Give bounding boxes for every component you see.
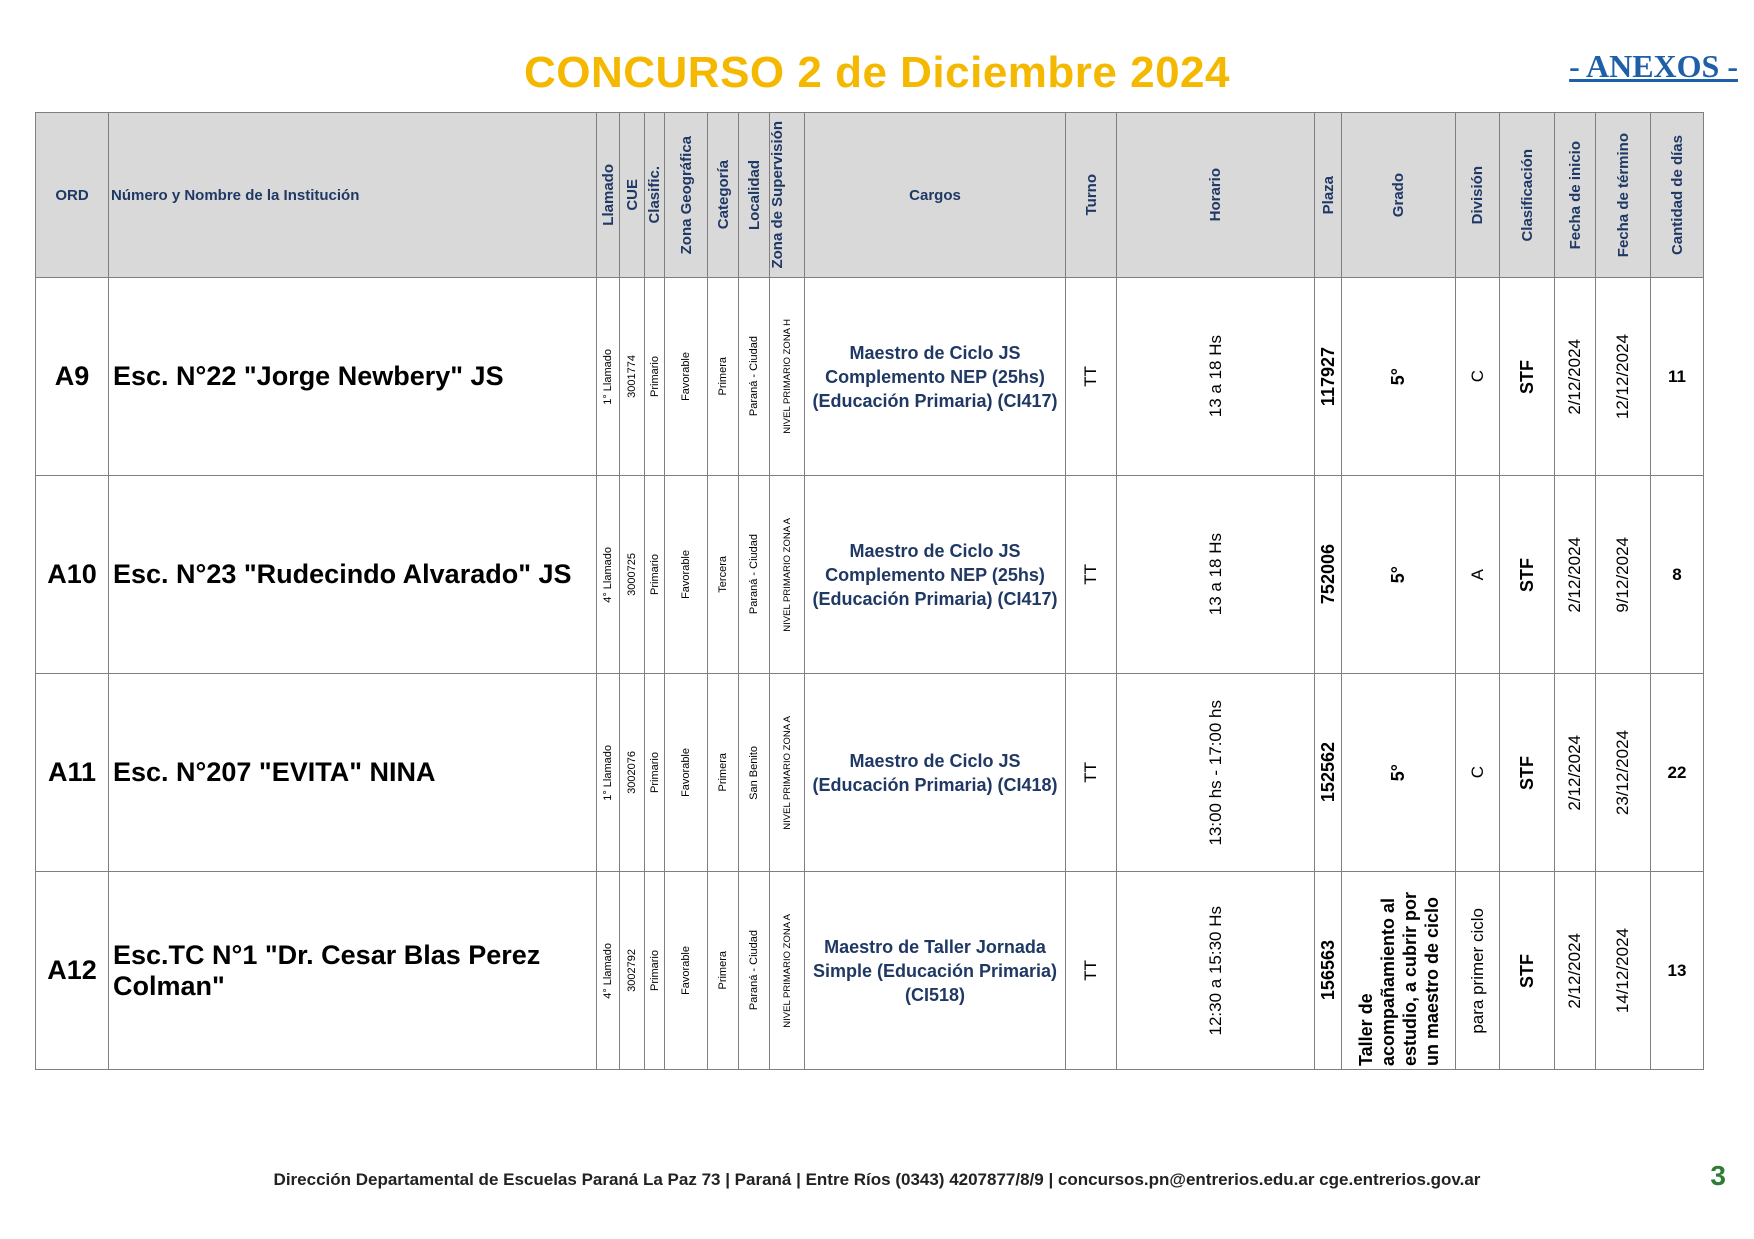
header-plaza: Plaza [1315, 113, 1342, 278]
cell-fecha-termino: 9/12/2024 [1596, 476, 1651, 674]
header-zona-geografica: Zona Geográfica [665, 113, 708, 278]
cell-llamado: 1° Llamado [597, 278, 620, 476]
table-row [36, 674, 1704, 872]
table-row [36, 278, 1704, 476]
cell-llamado: 4° Llamado [597, 872, 620, 1070]
header-cargos: Cargos [805, 113, 1066, 278]
vacancies-table [35, 112, 1704, 1070]
cell-categoria: Primera [708, 674, 739, 872]
cell-clasificacion: STF [1500, 872, 1555, 1070]
header-division: División [1456, 113, 1500, 278]
cell-turno: TT [1066, 278, 1117, 476]
header-zona-supervision: Zona de Supervisión [770, 113, 805, 278]
cell-localidad: Paraná - Ciudad [739, 872, 770, 1070]
cell-cargos: Maestro de Ciclo JS Complemento NEP (25hs) (Educación Primaria) (CI417) [805, 278, 1066, 476]
header-localidad: Localidad [739, 113, 770, 278]
cell-categoria: Primera [708, 872, 739, 1070]
cell-localidad: Paraná - Ciudad [739, 278, 770, 476]
cell-zona-supervision: NIVEL PRIMARIO ZONA A [770, 872, 805, 1070]
cell-fecha-termino: 14/12/2024 [1596, 872, 1651, 1070]
cell-ord: A12 [36, 872, 109, 1070]
cell-fecha-termino: 12/12/2024 [1596, 278, 1651, 476]
page-footer: Dirección Departamental de Escuelas Paraná La Paz 73 | Paraná | Entre Ríos (0343) 4207877/8/9 | concursos.pn@entrerios.edu.ar cge.entrerios.gov.ar [273, 1170, 1481, 1189]
cell-zona-geografica: Favorable [665, 674, 708, 872]
cell-institucion: Esc.TC N°1 "Dr. Cesar Blas Perez Colman" [109, 872, 597, 1070]
cell-ord: A11 [36, 674, 109, 872]
page-number: 3 [1710, 1160, 1726, 1191]
cell-fecha-inicio: 2/12/2024 [1555, 476, 1596, 674]
cell-grado: 5° [1342, 278, 1456, 476]
cell-cue: 3002792 [620, 872, 645, 1070]
cell-plaza: 752006 [1315, 476, 1342, 674]
cell-horario: 13 a 18 Hs [1117, 476, 1315, 674]
cell-zona-supervision: NIVEL PRIMARIO ZONA A [770, 476, 805, 674]
cell-cue: 3001774 [620, 278, 645, 476]
cell-llamado: 1° Llamado [597, 674, 620, 872]
cell-localidad: Paraná - Ciudad [739, 476, 770, 674]
cell-plaza: 117927 [1315, 278, 1342, 476]
cell-grado: 5° [1342, 476, 1456, 674]
cell-division: C [1456, 278, 1500, 476]
cell-horario: 13:00 hs - 17:00 hs [1117, 674, 1315, 872]
cell-localidad: San Benito [739, 674, 770, 872]
table-row [36, 476, 1704, 674]
cell-zona-supervision: NIVEL PRIMARIO ZONA A [770, 674, 805, 872]
header-categoria: Categoría [708, 113, 739, 278]
cell-cantidad-dias: 11 [1651, 278, 1704, 476]
anexos-link[interactable]: - ANEXOS - [1569, 48, 1738, 84]
cell-plaza: 152562 [1315, 674, 1342, 872]
header-horario: Horario [1117, 113, 1315, 278]
cell-fecha-inicio: 2/12/2024 [1555, 674, 1596, 872]
header-institucion: Número y Nombre de la Institución [109, 113, 597, 278]
cell-clasific: Primario [645, 872, 665, 1070]
cell-zona-geografica: Favorable [665, 278, 708, 476]
header-fecha-inicio: Fecha de inicio [1555, 113, 1596, 278]
cell-fecha-termino: 23/12/2024 [1596, 674, 1651, 872]
cell-clasificacion: STF [1500, 278, 1555, 476]
cell-turno: TT [1066, 476, 1117, 674]
header-clasific: Clasific. [645, 113, 665, 278]
cell-grado: Taller de acompañamiento al estudio, a cubrir por un maestro de ciclo [1342, 872, 1456, 1070]
cell-cargos: Maestro de Taller Jornada Simple (Educación Primaria) (CI518) [805, 872, 1066, 1070]
cell-grado: 5° [1342, 674, 1456, 872]
table-row [36, 872, 1704, 1070]
header-cue: CUE [620, 113, 645, 278]
cell-cantidad-dias: 22 [1651, 674, 1704, 872]
cell-clasific: Primario [645, 674, 665, 872]
header-grado: Grado [1342, 113, 1456, 278]
page-title: CONCURSO 2 de Diciembre 2024 [523, 48, 1231, 97]
cell-categoria: Primera [708, 278, 739, 476]
cell-plaza: 156563 [1315, 872, 1342, 1070]
cell-institucion: Esc. N°22 "Jorge Newbery" JS [109, 278, 597, 476]
cell-cue: 3000725 [620, 476, 645, 674]
header-turno: Turno [1066, 113, 1117, 278]
cell-cargos: Maestro de Ciclo JS (Educación Primaria) (CI418) [805, 674, 1066, 872]
cell-clasific: Primario [645, 476, 665, 674]
cell-zona-supervision: NIVEL PRIMARIO ZONA H [770, 278, 805, 476]
header-row [36, 113, 1704, 278]
cell-clasificacion: STF [1500, 476, 1555, 674]
cell-horario: 12:30 a 15:30 Hs [1117, 872, 1315, 1070]
cell-institucion: Esc. N°23 "Rudecindo Alvarado" JS [109, 476, 597, 674]
cell-clasific: Primario [645, 278, 665, 476]
cell-cantidad-dias: 13 [1651, 872, 1704, 1070]
cell-clasificacion: STF [1500, 674, 1555, 872]
cell-turno: TT [1066, 674, 1117, 872]
cell-institucion: Esc. N°207 "EVITA" NINA [109, 674, 597, 872]
header-clasificacion: Clasificación [1500, 113, 1555, 278]
cell-categoria: Tercera [708, 476, 739, 674]
cell-division: A [1456, 476, 1500, 674]
cell-cargos: Maestro de Ciclo JS Complemento NEP (25hs) (Educación Primaria) (CI417) [805, 476, 1066, 674]
header-cantidad-dias: Cantidad de días [1651, 113, 1704, 278]
cell-division: para primer ciclo [1456, 872, 1500, 1070]
header-ord: ORD [36, 113, 109, 278]
cell-ord: A10 [36, 476, 109, 674]
cell-llamado: 4° Llamado [597, 476, 620, 674]
cell-fecha-inicio: 2/12/2024 [1555, 872, 1596, 1070]
cell-zona-geografica: Favorable [665, 476, 708, 674]
cell-division: C [1456, 674, 1500, 872]
cell-cantidad-dias: 8 [1651, 476, 1704, 674]
cell-cue: 3002076 [620, 674, 645, 872]
header-fecha-termino: Fecha de término [1596, 113, 1651, 278]
cell-ord: A9 [36, 278, 109, 476]
cell-fecha-inicio: 2/12/2024 [1555, 278, 1596, 476]
cell-zona-geografica: Favorable [665, 872, 708, 1070]
cell-turno: TT [1066, 872, 1117, 1070]
header-llamado: Llamado [597, 113, 620, 278]
cell-horario: 13 a 18 Hs [1117, 278, 1315, 476]
